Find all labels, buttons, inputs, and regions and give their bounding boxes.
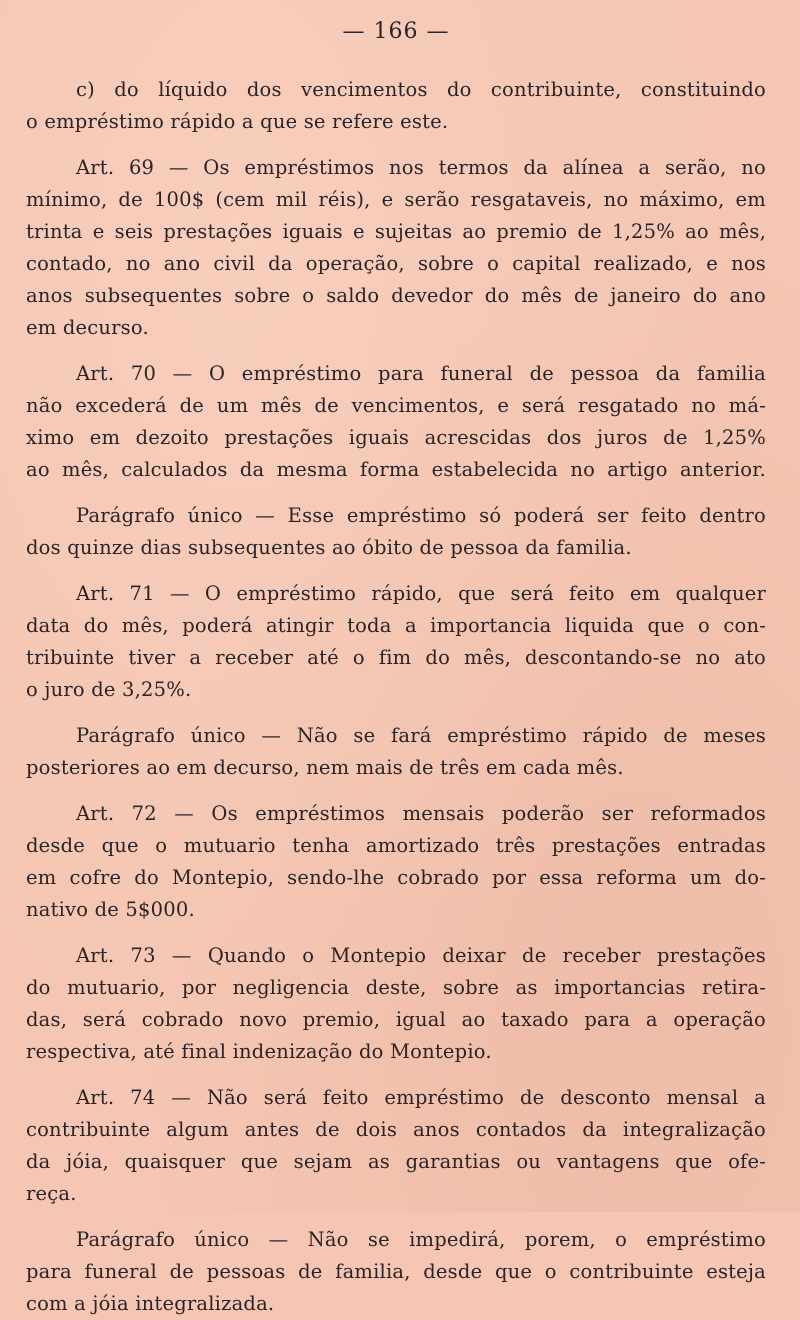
text-line: ximo em dezoito prestações iguais acrescidas dos juros de 1,25%: [26, 426, 766, 449]
text-line: o empréstimo rápido a que se refere este.: [26, 110, 449, 133]
text-line: mínimo, de 100$ (cem mil réis), e serão resgataveis, no máximo, em: [26, 188, 766, 211]
text-line: anos subsequentes sobre o saldo devedor do mês de janeiro do ano: [26, 284, 766, 307]
paragraph-art-70: [26, 358, 766, 486]
text-line: contribuinte algum antes de dois anos contados da integralização: [26, 1118, 766, 1141]
text-line: posteriores ao em decurso, nem mais de três em cada mês.: [26, 756, 624, 779]
text-line: com a jóia integralizada.: [26, 1292, 275, 1315]
paragraph-item-c: [26, 74, 766, 138]
text-line: não excederá de um mês de vencimentos, e será resgatado no má-: [26, 394, 766, 417]
text-line: em cofre do Montepio, sendo-lhe cobrado por essa reforma um do-: [26, 866, 766, 889]
paragraph-art-71-sole: [26, 720, 766, 784]
text-line: Art. 74 — Não será feito empréstimo de desconto mensal a: [76, 1086, 766, 1109]
text-line: respectiva, até final indenização do Montepio.: [26, 1040, 492, 1063]
text-line: Parágrafo único — Não se fará empréstimo rápido de meses: [76, 724, 766, 747]
paragraph-art-74-sole: [26, 1224, 766, 1320]
paragraph-art-74: [26, 1082, 766, 1210]
paragraph-art-70-sole: [26, 500, 766, 564]
text-line: da jóia, quaisquer que sejam as garantias ou vantagens que ofe-: [26, 1150, 766, 1173]
text-line: reça.: [26, 1182, 77, 1205]
text-line: dos quinze dias subsequentes ao óbito de pessoa da familia.: [26, 536, 632, 559]
text-line: tribuinte tiver a receber até o fim do mês, descontando-se no ato: [26, 646, 766, 669]
paragraph-art-69: [26, 152, 766, 344]
text-line: Parágrafo único — Esse empréstimo só poderá ser feito dentro: [76, 504, 766, 527]
text-line: nativo de 5$000.: [26, 898, 195, 921]
text-line: desde que o mutuario tenha amortizado três prestações entradas: [26, 834, 766, 857]
paragraph-art-71: [26, 578, 766, 706]
text-line: Art. 73 — Quando o Montepio deixar de receber prestações: [76, 944, 766, 967]
text-line: o juro de 3,25%.: [26, 678, 192, 701]
text-line: trinta e seis prestações iguais e sujeitas ao premio de 1,25% ao mês,: [26, 220, 766, 243]
text-line: ao mês, calculados da mesma forma estabelecida no artigo anterior.: [26, 458, 766, 481]
text-line: data do mês, poderá atingir toda a importancia liquida que o con-: [26, 614, 766, 637]
text-line: c) do líquido dos vencimentos do contribuinte, constituindo: [76, 78, 766, 101]
text-line: Art. 71 — O empréstimo rápido, que será feito em qualquer: [76, 582, 766, 605]
paragraph-art-73: [26, 940, 766, 1068]
text-line: Parágrafo único — Não se impedirá, porem, o empréstimo: [76, 1228, 766, 1251]
paragraph-art-72: [26, 798, 766, 926]
page-number: — 166 —: [342, 19, 450, 44]
text-line: das, será cobrado novo premio, igual ao taxado para a operação: [26, 1008, 766, 1031]
text-line: para funeral de pessoas de familia, desde que o contribuinte esteja: [26, 1260, 766, 1283]
text-line: Art. 69 — Os empréstimos nos termos da alínea a serão, no: [76, 156, 766, 179]
text-line: do mutuario, por negligencia deste, sobre as importancias retira-: [26, 976, 766, 999]
text-line: em decurso.: [26, 316, 149, 339]
text-line: Art. 70 — O empréstimo para funeral de pessoa da familia: [76, 362, 766, 385]
text-line: contado, no ano civil da operação, sobre o capital realizado, e nos: [26, 252, 766, 275]
text-line: Art. 72 — Os empréstimos mensais poderão ser reformados: [76, 802, 766, 825]
